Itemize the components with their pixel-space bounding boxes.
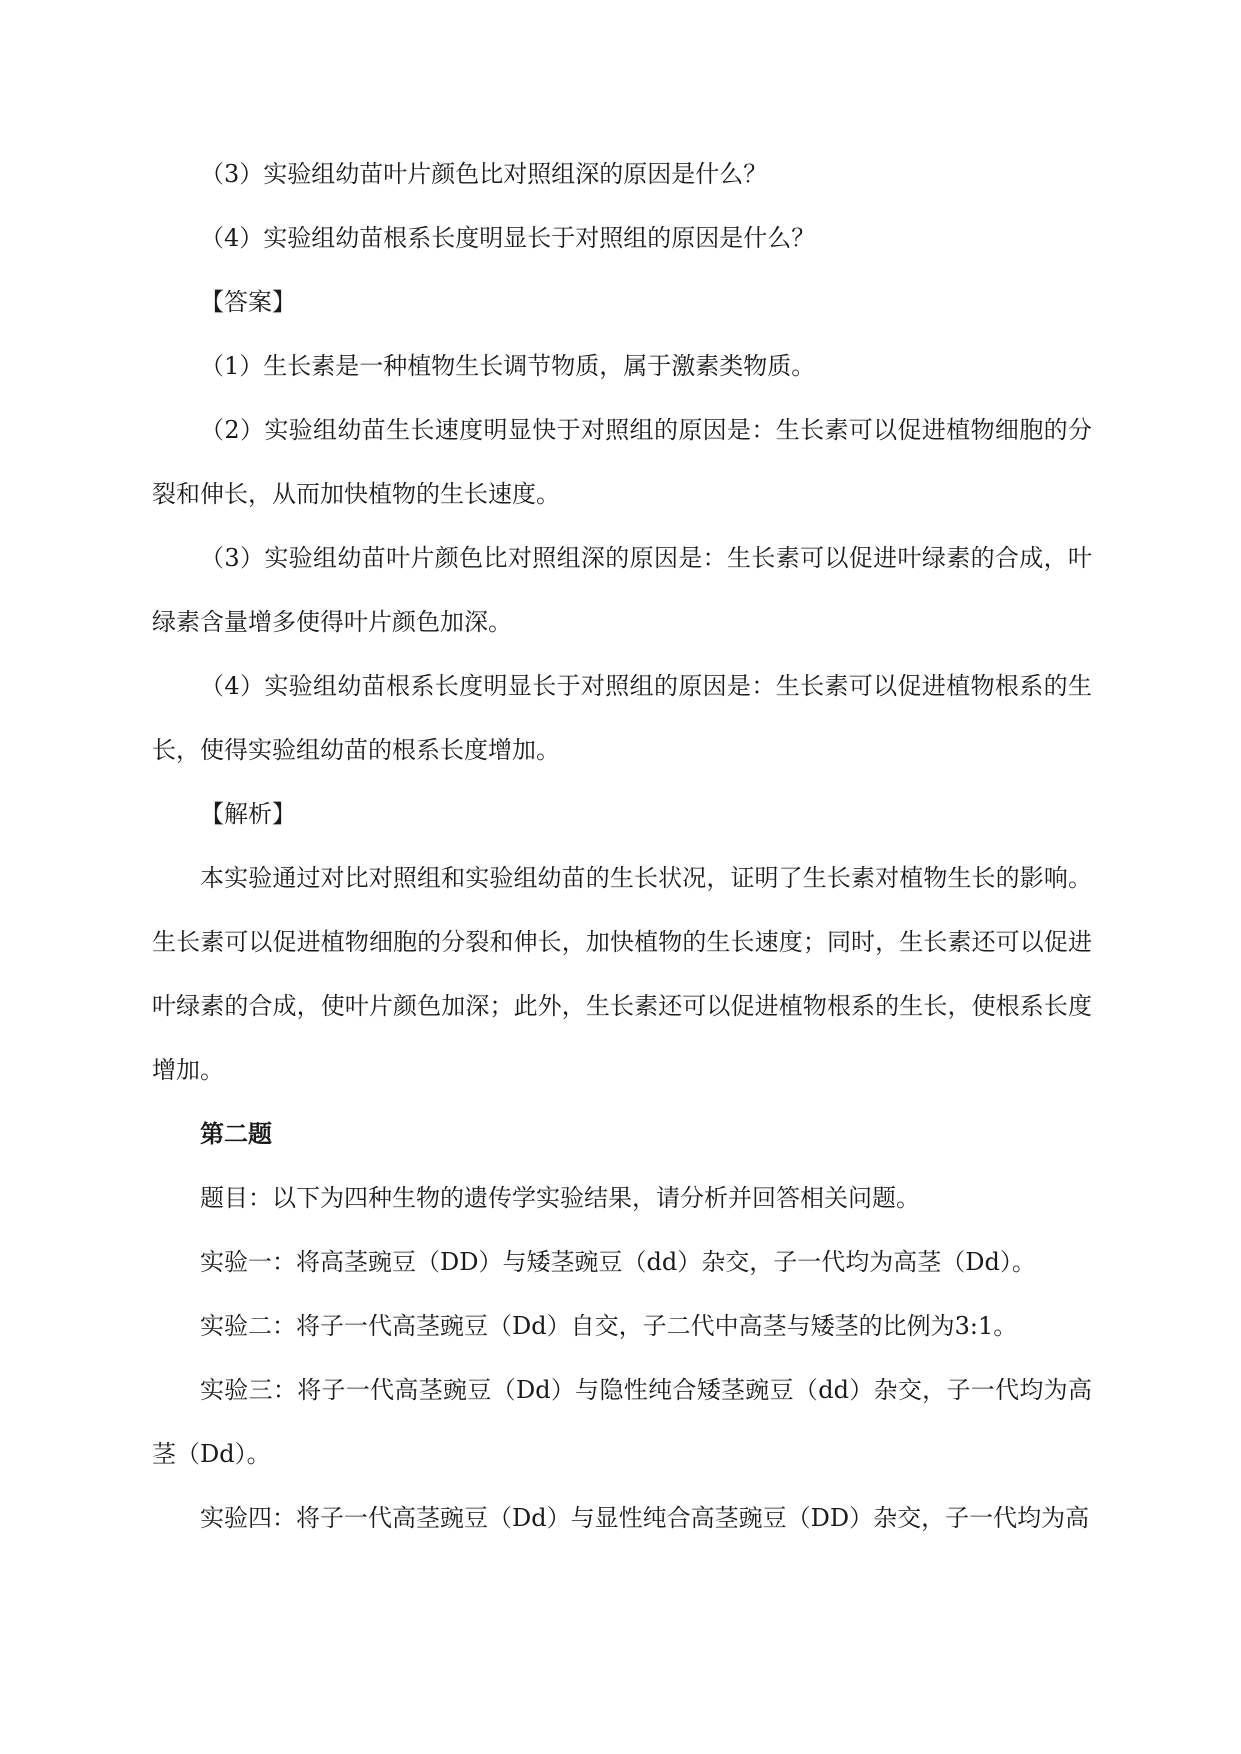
document-body (152, 142, 1092, 1550)
problem-statement: 题目：以下为四种生物的遗传学实验结果，请分析并回答相关问题。 (200, 1184, 920, 1212)
analysis-text: 本实验通过对比对照组和实验组幼苗的生长状况，证明了生长素对植物生长的影响。生长素可以促进植物细胞的分裂和伸长，加快植物的生长速度；同时，生长素还可以促进叶绿素的合成，使叶片颜色加深；此外，生长素还可以促进植物根系的生长，使根系长度增加。 (152, 864, 1092, 1084)
section-title: 第二题 (200, 1119, 272, 1148)
question-3: （3）实验组幼苗叶片颜色比对照组深的原因是什么？ (200, 160, 768, 188)
answer-4: （4）实验组幼苗根系长度明显长于对照组的原因是：生长素可以促进植物根系的生长，使得实验组幼苗的根系长度增加。 (152, 672, 1092, 764)
experiment-2: 实验二：将子一代高茎豌豆（Dd）自交，子二代中高茎与矮茎的比例为3:1。 (200, 1312, 1018, 1340)
experiment-4: 实验四：将子一代高茎豌豆（Dd）与显性纯合高茎豌豆（DD）杂交，子一代均为高 (200, 1504, 1090, 1532)
experiment-3: 实验三：将子一代高茎豌豆（Dd）与隐性纯合矮茎豌豆（dd）杂交，子一代均为高茎（Dd）。 (152, 1376, 1092, 1468)
analysis-heading: 【解析】 (200, 800, 296, 828)
answer-heading: 【答案】 (200, 288, 296, 316)
answer-2: （2）实验组幼苗生长速度明显快于对照组的原因是：生长素可以促进植物细胞的分裂和伸长，从而加快植物的生长速度。 (152, 416, 1092, 508)
experiment-1: 实验一：将高茎豌豆（DD）与矮茎豌豆（dd）杂交，子一代均为高茎（Dd）。 (200, 1248, 1036, 1276)
answer-3: （3）实验组幼苗叶片颜色比对照组深的原因是：生长素可以促进叶绿素的合成，叶绿素含量增多使得叶片颜色加深。 (152, 544, 1092, 636)
question-4: （4）实验组幼苗根系长度明显长于对照组的原因是什么？ (200, 224, 816, 252)
answer-1: （1）生长素是一种植物生长调节物质，属于激素类物质。 (200, 352, 816, 380)
